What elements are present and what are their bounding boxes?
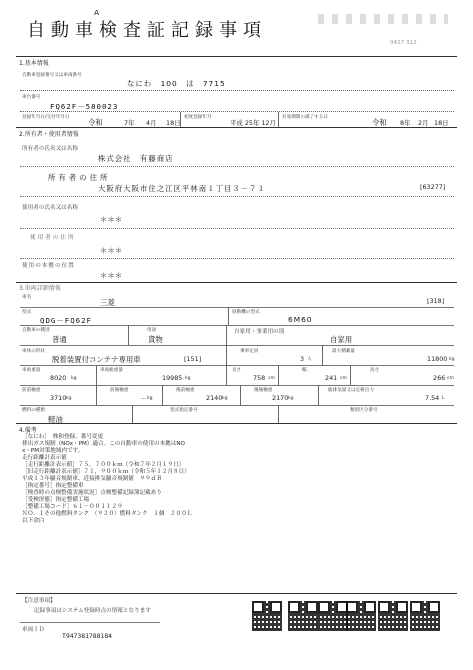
shape-code: [151] xyxy=(184,355,202,363)
shape-label: 車体の形状 xyxy=(22,349,45,354)
first-reg-day: 18日 xyxy=(166,119,181,127)
ff-axle-unit: kg xyxy=(66,396,72,401)
document-title: 自動車検査証記録事項 xyxy=(27,20,267,41)
length-unit: cm xyxy=(268,376,276,381)
section-vehicle: 3.車両詳細情報 xyxy=(19,285,61,292)
remark-line: 排出ガス規制（NOx・PM）適合。この自動車の使用の本拠はNO xyxy=(22,441,185,447)
capacity-value: 3 xyxy=(300,355,305,363)
base-location-value: ＊＊＊ xyxy=(100,271,123,280)
row-divider xyxy=(20,307,454,308)
section-remarks: 4.備考 xyxy=(19,427,37,434)
top-right-code: 0427 312 xyxy=(390,40,417,46)
col-divider xyxy=(350,365,351,385)
row-divider xyxy=(20,385,454,386)
row-divider xyxy=(20,325,454,326)
qr-code xyxy=(410,601,440,631)
model-value: QDG－FQ62F xyxy=(40,316,92,325)
remark-line: ［整備工場コード］６１－００１１２９ xyxy=(22,504,123,510)
row-divider xyxy=(20,622,160,623)
gross-weight-label: 車両総重量 xyxy=(100,368,123,373)
fr-axle-value: － xyxy=(140,395,147,403)
section-owner: 2.所有者・使用者情報 xyxy=(19,131,79,138)
vehicle-id-label: 車両ＩＤ xyxy=(22,627,45,633)
col-divider xyxy=(162,385,163,405)
length-value: 758 xyxy=(253,374,266,382)
ff-axle-value: 3710 xyxy=(50,394,67,402)
rf-axle-value: 2140 xyxy=(206,394,223,402)
col-divider xyxy=(278,365,279,385)
expiry-day: 18日 xyxy=(434,119,449,127)
row-divider xyxy=(20,196,454,197)
user-address-value: ＊＊＊ xyxy=(100,246,123,255)
user-name-value: ＊＊＊ xyxy=(100,215,123,224)
weight-label: 車両重量 xyxy=(22,368,41,373)
ff-axle-label: 前前軸重 xyxy=(22,388,41,393)
section-divider xyxy=(16,423,457,424)
col-divider xyxy=(226,345,227,365)
gross-weight-value: 19985 xyxy=(162,374,183,382)
qr-code xyxy=(346,601,376,631)
displacement-value: 7.54 xyxy=(425,394,440,402)
width-unit: cm xyxy=(340,376,348,381)
reg-number-value: なにわ 100 は 7715 xyxy=(127,79,226,88)
vehicle-name-code: [318] xyxy=(427,297,445,305)
owner-name-label: 所有者の氏名又は名称 xyxy=(22,146,78,152)
section-basic: 1.基本情報 xyxy=(19,60,49,67)
qr-code xyxy=(288,601,318,631)
remark-line: ［なにわ］ 株和登録、番号変更 xyxy=(22,434,104,440)
notice-text: 記録事項はシステム登録時点の情報となります xyxy=(34,608,151,614)
rf-axle-unit: kg xyxy=(222,396,228,401)
col-divider xyxy=(318,385,319,405)
first-reg-era: 令和 xyxy=(88,118,103,127)
fr-axle-unit: kg xyxy=(147,396,153,401)
owner-address-code: [63277] xyxy=(420,183,446,191)
engine-label: 原動機の型式 xyxy=(232,310,260,315)
col-divider xyxy=(226,325,227,345)
section-divider xyxy=(16,127,457,128)
expiry-year: 8年 xyxy=(400,119,411,127)
remark-line: ［検査時の点検整備実施状況］点検整備記録簿記載あり xyxy=(22,490,162,496)
kind-label: 自動車の種別 xyxy=(22,328,50,333)
first-year-value: 平成 25年 12月 xyxy=(230,119,276,127)
displacement-unit: L xyxy=(442,396,445,401)
header-marker: A xyxy=(94,8,100,17)
use-value: 貨物 xyxy=(148,335,163,344)
row-divider xyxy=(20,405,454,406)
remark-line: 走行距離計表示値 xyxy=(22,455,67,461)
remark-line: ＮＯ．１その他燃料タンク （９２０）燃料タンク １個 ２００Ｌ xyxy=(22,511,193,517)
col-divider xyxy=(226,365,227,385)
first-reg-year: 7年 xyxy=(124,119,135,127)
weight-unit: kg xyxy=(71,376,77,381)
remark-line: x・PM対策地域内です。 xyxy=(22,448,84,454)
col-divider xyxy=(96,385,97,405)
rr-axle-label: 後後軸重 xyxy=(254,388,273,393)
expiry-era: 令和 xyxy=(372,118,387,127)
chassis-label: 車台番号 xyxy=(22,95,41,100)
remark-line: 以下余白 xyxy=(22,518,45,524)
capacity-label: 乗車定員 xyxy=(240,349,259,354)
remark-line: ［受検形態］指定整備工場 xyxy=(22,497,90,503)
height-label: 高さ xyxy=(370,368,380,373)
engine-value: 6M60 xyxy=(288,315,313,324)
rr-axle-unit: kg xyxy=(288,396,294,401)
section-divider xyxy=(16,282,457,283)
stamp-mark xyxy=(318,14,448,24)
row-divider xyxy=(20,90,454,91)
height-unit: cm xyxy=(447,376,455,381)
qr-code xyxy=(318,601,348,631)
max-load-unit: kg xyxy=(449,357,455,362)
col-divider xyxy=(322,345,323,365)
first-reg-month: 4月 xyxy=(146,119,157,127)
remark-line: ［旧走行距離計表示値］７１，９００ｋｍ（令和５年１２月８日） xyxy=(22,469,190,475)
kind-value: 普通 xyxy=(52,335,67,344)
first-year-label: 初度登録年月 xyxy=(184,115,212,120)
first-reg-label: 登録年月日/交付年月日 xyxy=(22,115,70,120)
col-divider xyxy=(128,325,129,345)
owner-name-value: 株式会社 有藤商店 xyxy=(98,154,174,163)
class-number-label: 類別区分番号 xyxy=(350,408,378,413)
user-address-label: 使用者の住所 xyxy=(30,235,76,241)
row-divider xyxy=(20,365,454,366)
row-divider xyxy=(20,258,454,259)
owner-address-value: 大阪府大阪市住之江区平林南１丁目３－７１ xyxy=(98,184,266,193)
row-divider xyxy=(20,228,454,229)
length-label: 長さ xyxy=(232,368,242,373)
qr-code xyxy=(252,601,282,631)
max-load-label: 最大積載量 xyxy=(332,349,355,354)
weight-value: 8020 xyxy=(50,374,67,382)
vehicle-name-label: 車名 xyxy=(22,295,32,300)
rr-axle-value: 2170 xyxy=(272,394,289,402)
col-divider xyxy=(132,405,133,423)
type-number-label: 型式指定番号 xyxy=(170,408,198,413)
row-divider xyxy=(20,111,454,112)
col-divider xyxy=(240,385,241,405)
displacement-label: 総排気量又は定格出力 xyxy=(328,388,374,393)
row-divider xyxy=(20,166,454,167)
remark-line: ［走行距離計表示値］７５，７００ｋｍ（令和７年２月１９日） xyxy=(22,462,185,468)
reg-number-label: 自動車登録番号又は車両番号 xyxy=(22,73,82,78)
col-divider xyxy=(228,307,229,325)
row-divider xyxy=(20,345,454,346)
col-divider xyxy=(278,112,279,128)
fuel-value: 軽油 xyxy=(48,415,63,424)
gross-weight-unit: kg xyxy=(185,376,191,381)
notice-title: 【注意事項】 xyxy=(22,598,56,604)
section-divider xyxy=(16,56,457,57)
qr-code xyxy=(378,601,408,631)
width-label: 幅 xyxy=(302,368,307,373)
max-load-value: 11800 xyxy=(427,355,448,363)
col-divider xyxy=(96,365,97,385)
remark-line: 平成１３年騒音規制車、近接排気騒音規制値 ９９ｄＢ xyxy=(22,476,162,482)
fr-axle-label: 前後軸重 xyxy=(110,388,129,393)
use-label: 用途 xyxy=(147,328,157,333)
fuel-label: 燃料の種類 xyxy=(22,408,45,413)
col-divider xyxy=(180,112,181,128)
business-value: 自家用 xyxy=(330,335,353,344)
model-label: 型式 xyxy=(22,310,32,315)
rf-axle-label: 後前軸重 xyxy=(176,388,195,393)
base-location-label: 使用の本拠の位置 xyxy=(22,263,75,269)
capacity-unit: 人 xyxy=(307,357,312,362)
expiry-label: 有効期間の満了する日 xyxy=(282,115,328,120)
owner-address-label: 所有者の住所 xyxy=(48,173,111,182)
height-value: 266 xyxy=(433,374,446,382)
col-divider xyxy=(278,405,279,423)
shape-value: 脱着装置付コンテナ専用車 xyxy=(52,355,141,364)
user-name-label: 使用者の氏名又は名称 xyxy=(22,205,78,211)
expiry-month: 2月 xyxy=(418,119,429,127)
chassis-value: FQ62F－580023 xyxy=(50,102,119,111)
width-value: 241 xyxy=(325,374,338,382)
vehicle-id-value: T947381788184 xyxy=(62,632,113,640)
section-divider xyxy=(16,593,457,594)
vehicle-name-value: 三菱 xyxy=(100,298,115,307)
business-label: 自家用・事業用の別 xyxy=(234,329,285,335)
remark-line: ［指定番号］指定整備車 xyxy=(22,483,84,489)
